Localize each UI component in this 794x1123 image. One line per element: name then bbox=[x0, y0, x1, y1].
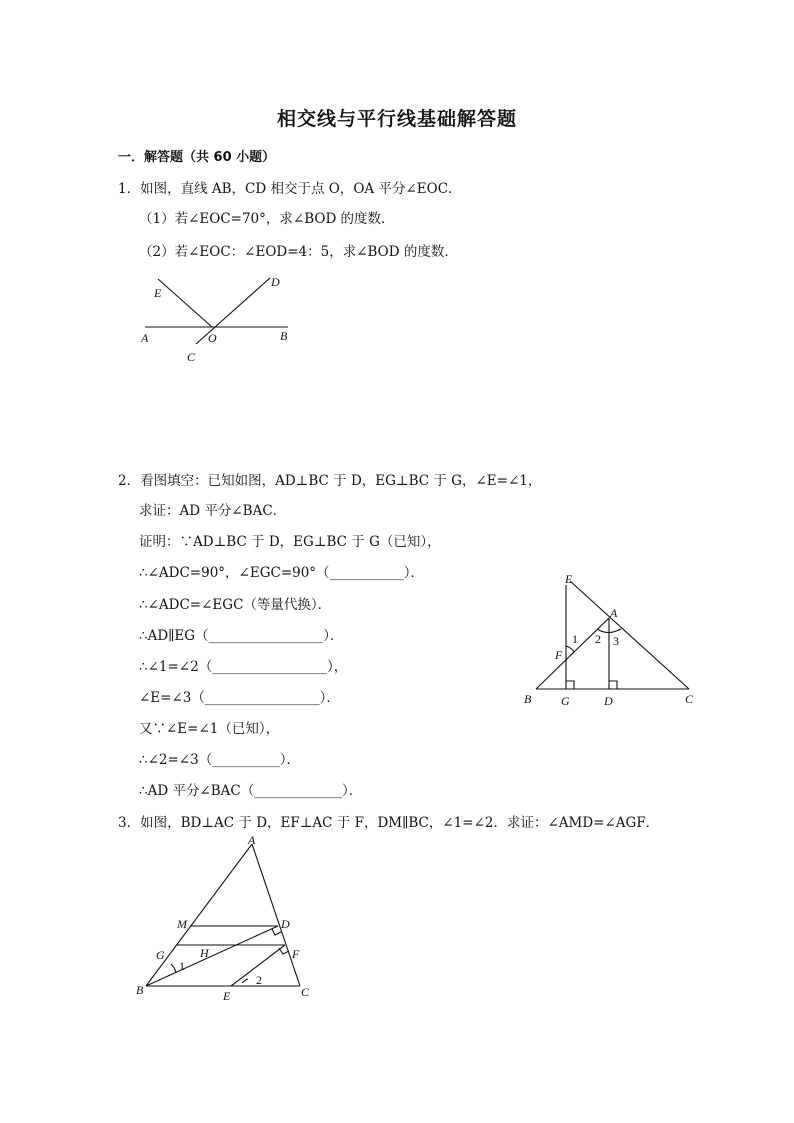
angle-label-2: 2 bbox=[256, 973, 262, 987]
proof-line-1: 证明：∵AD⊥BC 于 D，EG⊥BC 于 G（已知）， bbox=[139, 534, 441, 550]
label-f: F bbox=[292, 947, 300, 961]
angle-label-2: 2 bbox=[595, 632, 601, 646]
segment-ba bbox=[536, 618, 609, 689]
label-b: B bbox=[136, 983, 144, 997]
ray-oe bbox=[158, 279, 212, 327]
proof-line-6: ∠E=∠3（_________________）． bbox=[139, 690, 340, 706]
label-a: A bbox=[248, 833, 256, 847]
problem-1-statement: 1．如图，直线 AB，CD 相交于点 O，OA 平分∠EOC． bbox=[118, 181, 462, 197]
right-angle-d bbox=[272, 929, 281, 935]
section-heading: 一．解答题（共 60 小题） bbox=[118, 150, 276, 165]
proof-line-8: ∴∠2=∠3（__________）． bbox=[139, 752, 300, 768]
problem-1-part-2: （2）若∠EOC：∠EOD=4：5，求∠BOD 的度数． bbox=[139, 244, 458, 260]
segment-ab bbox=[146, 844, 252, 986]
problem-1-part-1: （1）若∠EOC=70°，求∠BOD 的度数． bbox=[139, 211, 395, 227]
proof-line-4: ∴AD∥EG（_________________）． bbox=[139, 628, 344, 644]
problem-3-statement: 3．如图，BD⊥AC 于 D，EF⊥AC 于 F，DM∥BC，∠1=∠2．求证：∠AMD=∠AGF． bbox=[118, 815, 660, 831]
proof-line-7: 又∵∠E=∠1（已知）， bbox=[139, 721, 280, 737]
angle-label-3: 3 bbox=[613, 634, 619, 648]
page-title: 相交线与平行线基础解答题 bbox=[276, 108, 517, 130]
proof-line-5: ∴∠1=∠2（_________________）， bbox=[139, 659, 348, 675]
label-o: O bbox=[208, 331, 217, 345]
label-c: C bbox=[685, 692, 694, 706]
problem-2-goal: 求证：AD 平分∠BAC． bbox=[139, 503, 287, 519]
right-angle-d bbox=[609, 681, 617, 689]
label-d: D bbox=[604, 694, 613, 708]
label-c: C bbox=[187, 350, 196, 364]
line-ec bbox=[570, 581, 689, 689]
angle-mark-1 bbox=[566, 646, 574, 652]
label-d: D bbox=[281, 917, 290, 931]
problem-2-statement: 2．看图填空：已知如图，AD⊥BC 于 D，EG⊥BC 于 G，∠E=∠1， bbox=[118, 473, 542, 489]
label-b: B bbox=[524, 692, 532, 706]
label-e: E bbox=[223, 989, 231, 1003]
right-angle-g bbox=[566, 681, 574, 689]
label-h: H bbox=[200, 946, 209, 960]
label-m: M bbox=[177, 917, 187, 931]
problem-2-figure bbox=[518, 566, 703, 716]
label-a: A bbox=[141, 331, 149, 345]
angle-label-1: 1 bbox=[572, 632, 578, 646]
label-e: E bbox=[154, 286, 162, 300]
label-a: A bbox=[610, 606, 618, 620]
label-g: G bbox=[156, 948, 165, 962]
angle-label-1: 1 bbox=[179, 959, 185, 973]
angle-mark-2 bbox=[242, 979, 248, 983]
label-d: D bbox=[271, 275, 280, 289]
label-g: G bbox=[561, 694, 570, 708]
problem-3-figure bbox=[130, 832, 325, 1010]
problem-1-figure bbox=[130, 268, 300, 368]
label-e: E bbox=[565, 572, 573, 586]
proof-line-2: ∴∠ADC=90°，∠EGC=90°（___________）． bbox=[139, 565, 425, 581]
label-f: F bbox=[555, 648, 563, 662]
angle-mark-1 bbox=[171, 964, 176, 973]
label-b: B bbox=[280, 329, 288, 343]
label-c: C bbox=[301, 985, 310, 999]
proof-line-9: ∴AD 平分∠BAC（_____________）． bbox=[139, 783, 363, 799]
proof-line-3: ∴∠ADC=∠EGC（等量代换）． bbox=[139, 597, 332, 613]
